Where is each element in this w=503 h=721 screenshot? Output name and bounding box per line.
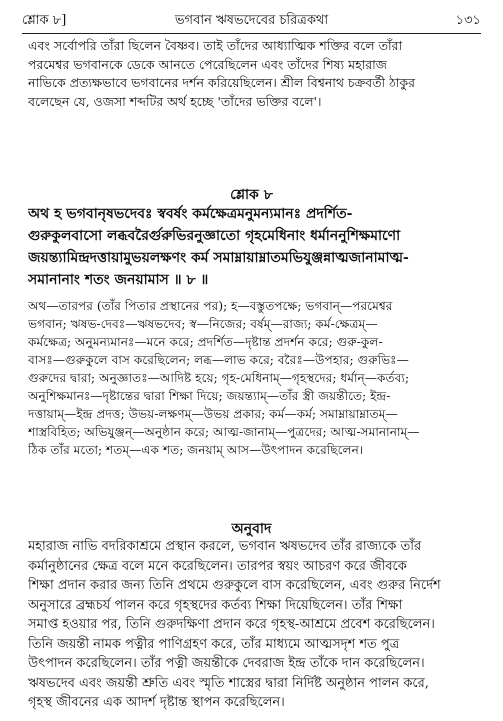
gloss-line: শাস্ত্রবিহিত; অভিযুঞ্জন্—অনুষ্ঠান করে; আত্ম-জানাম্—পুত্রদের; আত্ম-সমানানাম্—	[28, 425, 420, 439]
translation-line: উৎপাদন করেছিলেন। তাঁর পত্নী জয়ন্তীকে দেবরাজ ইন্দ্র তাঁকে দান করেছিলেন।	[28, 656, 425, 671]
translation-line: ঋষভদেব এবং জয়ন্তী শ্রুতি এবং স্মৃতি শাস্ত্রের দ্বারা নির্দিষ্ট অনুষ্ঠান পালন করে,	[28, 675, 429, 691]
header-section-label: শ্লোক ৮]	[22, 13, 67, 28]
gloss-line: বাসঃ—গুরুকুলে বাস করেছিলেন; লব্ধ—লাভ করে; বরৈঃ—উপহার; গুরুভিঃ—	[28, 353, 409, 367]
verse-line: সমানানাং শতং জনয়ামাস ॥ ৮ ॥	[28, 272, 209, 288]
verse-line: অথ হ ভগবানৃষভদেবঃ স্ববর্ষং কর্মক্ষেত্রমনুমন্যমানঃ প্রদর্শিত-	[28, 206, 353, 222]
translation-heading: অনুবাদ	[231, 521, 272, 537]
header-rule	[22, 33, 481, 34]
gloss-line: অথ—তারপর (তাঁর পিতার প্রস্থানের পর); হ—বস্তুতপক্ষে; ভগবান্—পরমেশ্বর	[28, 299, 393, 313]
translation-line: শিক্ষা প্রদান করার জন্য তিনি প্রথমে গুরুকুলে বাস করেছিলেন, এবং গুরুর নির্দেশ	[28, 578, 441, 593]
translation-line: গৃহস্থ জীবনের এক আদর্শ দৃষ্টান্ত স্থাপন করেছিলেন।	[28, 695, 285, 710]
gloss-line: ভগবান; ঋষভ-দেবঃ—ঋষভদেব; স্ব—নিজের; বর্ষম্—রাজ্য; কর্ম-ক্ষেত্রম্—	[28, 317, 378, 331]
page-number: ১৩১	[455, 13, 481, 28]
gloss-line: দত্তায়াম্—ইন্দ্র প্রদত্ত; উভয়-লক্ষণম্—উভয় প্রকার; কর্ম—কর্ম; সমাম্নায়াম্নাতম্—	[28, 407, 398, 421]
translation-line: তিনি জয়ন্তী নামক পত্নীর পাণিগ্রহণ করে, তাঁর মাধ্যমে আত্মসদৃশ শত পুত্র	[28, 636, 400, 652]
intro-line: পরমেশ্বর ভগবানকে ডেকে আনতে পেরেছিলেন এবং তাঁদের শিষ্য মহারাজ	[28, 56, 387, 72]
gloss-line: কর্মক্ষেত্র; অনুমন্যমানঃ—মনে করে; প্রদর্শিত—দৃষ্টান্ত প্রদর্শন করে; গুরু-কুল-	[28, 335, 383, 349]
shloka-heading: শ্লোক ৮	[230, 187, 273, 203]
gloss-line: অনুশিক্ষমানঃ—দৃষ্টান্তের দ্বারা শিক্ষা দিয়ে; জয়ন্ত্যাম্—তাঁর স্ত্রী জয়ন্তীতে; ইন্দ্র-	[28, 389, 391, 403]
intro-line: এবং সর্বোপরি তাঁরা ছিলেন বৈষ্ণব। তাই তাঁদের আধ্যাত্মিক শক্তির বলে তাঁরা	[28, 38, 403, 53]
intro-paragraph	[28, 37, 481, 111]
header-chapter-title: ভগবান ঋষভদেবের চরিত্রকথা	[174, 13, 329, 28]
gloss-line: গুরুদের দ্বারা; অনুজ্ঞাতঃ—আদিষ্ট হয়ে; গৃহ-মেধিনাম্—গৃহস্থদের; ধর্মান্—কর্তব্য;	[28, 371, 410, 385]
translation-line: অনুসারে ব্রহ্মচর্য পালন করে গৃহস্থদের কর্তব্য শিক্ষা দিয়েছিলেন। তাঁর শিক্ষা	[28, 597, 403, 613]
intro-line: বলেছেন যে, ওজসা শব্দটির অর্থ হচ্ছে 'তাঁদের ভক্তির বলে'।	[28, 93, 322, 109]
word-for-word-gloss	[28, 297, 481, 459]
translation-line: কর্মানুষ্ঠানের ক্ষেত্র বলে মনে করেছিলেন। তারপর স্বয়ং আচরণ করে জীবকে	[28, 558, 407, 574]
sanskrit-verse	[28, 203, 481, 291]
page-header	[22, 11, 481, 33]
intro-line: নাভিকে প্রত্যক্ষভাবে ভগবানের দর্শন করিয়েছিলেন। শ্রীল বিশ্বনাথ চক্রবর্তী ঠাকুর	[28, 75, 415, 90]
verse-line: জয়ন্ত্যামিন্দ্রদত্তায়ামুভয়লক্ষণং কর্ম সমাম্নায়াম্নাতমভিযুঞ্জন্নাত্মজানামাত্ম-	[28, 250, 409, 266]
translation-line: মহারাজ নাভি বদরিকাশ্রমে প্রস্থান করলে, ভগবান ঋষভদেব তাঁর রাজ্যকে তাঁর	[28, 539, 422, 554]
verse-line: গুরুকুলবাসো লব্ধবরৈর্গুরুভিরনুজ্ঞাতো গৃহমেধিনাং ধর্মাননুশিক্ষমাণো	[28, 228, 401, 244]
translation-paragraph	[28, 537, 481, 713]
gloss-line: ঠিক তাঁর মতো; শতম্—এক শত; জনয়াম্ আস—উৎপাদন করেছিলেন।	[28, 443, 364, 457]
translation-line: সমাপ্ত হওয়ার পর, তিনি গুরুদক্ষিণা প্রদান করে গৃহস্থ-আশ্রমে প্রবেশ করেছিলেন।	[28, 617, 435, 632]
